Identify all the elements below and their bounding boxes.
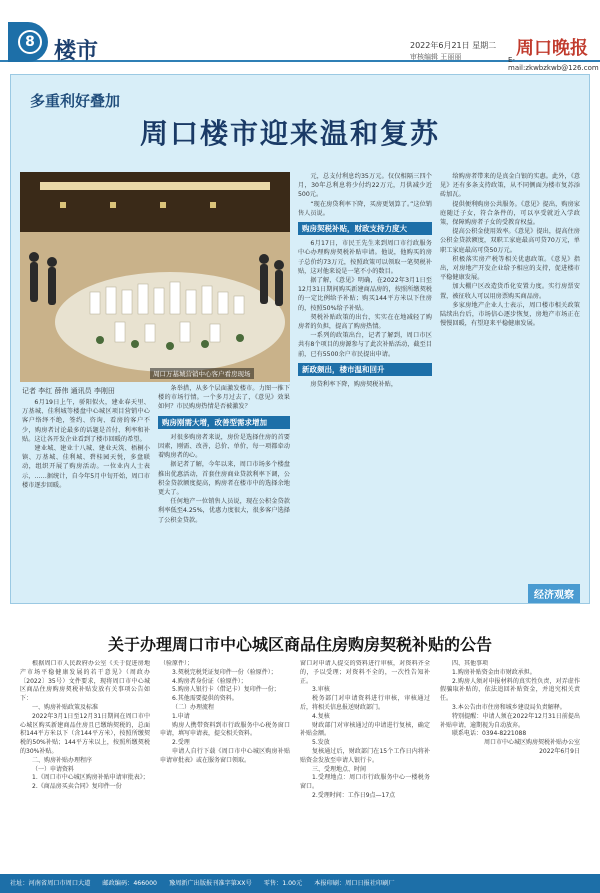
paragraph: 二、购房补贴办理程序 bbox=[32, 756, 93, 764]
article-column-1 bbox=[22, 398, 150, 598]
paragraph: 6.其他需要提供的资料。 bbox=[172, 695, 238, 703]
announcement-column-4 bbox=[440, 660, 580, 860]
section-subhead: 新政频出，楼市温和回升 bbox=[298, 363, 432, 376]
page-number: 8 bbox=[18, 30, 42, 54]
section-title: 楼市 bbox=[54, 38, 99, 64]
page-footer bbox=[0, 874, 600, 893]
paragraph: 2022年3月1日至12月31日期间在周口市中心城区购买新建商品住房且已缴纳契税的，总面积144平方米以下（含144平方米），按照所缴契税的50%补贴；144平方米以上，按照所缴契税的30%补贴。 bbox=[20, 712, 150, 755]
footer-license: 豫周新广出版报刊准字第XX号 bbox=[168, 880, 252, 887]
paragraph: 任何地产一位销售人员说，现在公积金贷款利率低至4.25%，优惠力度很大，很多客户选择了公积金贷款。 bbox=[158, 498, 290, 524]
paragraph: （验原件）； bbox=[160, 660, 194, 667]
paragraph: 契税补贴政策的出台，实实在在地减轻了购房者的负担，提高了购房热情。 bbox=[298, 313, 432, 331]
paragraph: “现在房贷利率下降，买房更划算了。”这位销售人员说。 bbox=[298, 200, 432, 217]
paragraph: 2.《商品房买卖合同》复印件一份 bbox=[32, 783, 122, 791]
paragraph: （一）申请资料 bbox=[32, 765, 75, 773]
paragraph: 据了解，《意见》明确，在2022年3月1日至12月31日期间购买新建商品房的，按照所缴契税的一定比例给予补贴；购买144平方米以下住房的，按照50%给予补贴。 bbox=[298, 277, 432, 312]
paragraph: 5.购房人银行卡（借记卡）复印件一份； bbox=[172, 686, 280, 694]
paragraph: 对很多购房者来说，房价是选择住房的首要因素，刚需、改善，总价、单价，每一项都牵动着购房者的心。 bbox=[158, 433, 290, 460]
article-headline: 周口楼市迎来温和复苏 bbox=[140, 117, 441, 150]
announcement-date: 2022年6月9日 bbox=[539, 747, 580, 755]
paragraph: 窗口对申请人提交的资料进行审核，对资料齐全的，予以受理；对资料不全的，一次性告知补正。 bbox=[300, 660, 430, 685]
paragraph: 2.受理时间：工作日9点—17点 bbox=[312, 791, 396, 799]
sales-center-photo-illustration bbox=[20, 172, 290, 382]
paragraph: 提供便利购房公共服务。《意见》提出，购房家庭随迁子女，符合条件的，可以享受就近入学政策，保障购房者子女的受教育权益。 bbox=[440, 200, 580, 227]
footer-postcode: 邮政编码：466000 bbox=[102, 880, 157, 887]
paragraph: 税务部门对申请资料进行审核，审核通过后，将相关信息报送财政部门。 bbox=[300, 695, 430, 711]
paragraph: 三、受理地点、时间 bbox=[312, 765, 367, 773]
paragraph: 房贷利率下降，购房契税补贴， bbox=[310, 381, 398, 389]
paragraph: 加大棚户区改造货币化安置力度。实行房票安置，被征收人可以用房票购买商品房。 bbox=[440, 283, 580, 300]
article-column-3 bbox=[298, 172, 432, 598]
announcement-column-1 bbox=[20, 660, 150, 860]
paragraph: 财政部门对审核通过的申请进行复核，确定补贴金额。 bbox=[300, 721, 430, 738]
column-tag: 经济观察 bbox=[528, 584, 580, 603]
announcement-column-2 bbox=[160, 660, 290, 860]
issue-date: 2022年6月21日 星期二 bbox=[410, 41, 497, 50]
section-subhead: 购房刚需大增，改善型需求增加 bbox=[158, 416, 290, 429]
footer-address: 社址：河南省周口市周口大道 bbox=[10, 880, 91, 887]
paragraph: 条举措，从多个层面激发楼市。力图一推下楼的市场行情。一个多月过去了，《意见》效果如何？市民购房热情是否被激发？ bbox=[158, 385, 290, 411]
paragraph: 特别提醒：申请人须在2022年12月31日前提出补贴申请，逾期视为自动放弃。 bbox=[440, 712, 580, 729]
article-byline: 记者 李红 薛伟 通讯员 李刚田 bbox=[22, 387, 115, 395]
paragraph: 6月17日，市民王先生来到周口市行政服务中心办理购房契税补贴申请。他说，他购买的房子总价约73万元，按照政策可以领取一笔契税补贴，这对他来说是一笔不小的数目。 bbox=[298, 240, 432, 275]
paragraph: 复核通过后，财政部门在15个工作日内将补贴资金发放至申请人银行卡。 bbox=[300, 747, 430, 764]
paragraph: 一、购房补贴政策及标准 bbox=[32, 703, 99, 711]
paragraph: 据记者了解，今年以来，周口市场多个楼盘推出优惠活动，首套住房商业贷款利率下调，公积金贷款额度提高，购房者在楼市中的选择余地更大了。 bbox=[158, 461, 290, 497]
paragraph: 3.本公告由市住房和城乡建设局负责解释。 bbox=[452, 703, 566, 711]
paragraph: 联系电话：0394-8221088 bbox=[452, 730, 527, 738]
email-address: E-mail:zkwbzkwb@126.com bbox=[508, 56, 599, 72]
editor-credit: 审核编辑 王丽丽 bbox=[410, 53, 462, 61]
paragraph: 积极落实房产税等相关优惠政策。《意见》指出，对房地产开发企业给予相应的支持，促进楼市平稳健康发展。 bbox=[440, 255, 580, 282]
paragraph: 提高公积金使用效率。《意见》提出，提高住房公积金贷款额度，双职工家庭最高可贷70万元，单职工家庭最高可贷50万元。 bbox=[440, 228, 580, 254]
announcement-column-3 bbox=[300, 660, 430, 860]
paragraph: 3.审核 bbox=[312, 686, 330, 694]
paragraph: 给购房者带来的是真金白银的实惠。此外，《意见》还有多条支持政策，从不同侧面为楼市复苏添砖加瓦。 bbox=[440, 173, 580, 199]
page-header bbox=[0, 0, 600, 72]
paragraph: 多家房地产企业人士表示，周口楼市相关政策陆续出台后，市场信心逐步恢复，房地产市场正在慢慢回暖，有望迎来平稳健康发展。 bbox=[440, 301, 580, 328]
article-column-4 bbox=[440, 172, 580, 580]
footer-printer: 本报印刷：周口日报社印刷厂 bbox=[314, 880, 395, 887]
section-subhead: 购房契税补贴，财政支持力度大 bbox=[298, 222, 432, 235]
paragraph: 6月19日上午，骄阳似火，建业春天里、万基城、佳利城等楼盘中心城区项目营销中心客户络绎不绝，签约、咨询、看房的客户不少，购房者讨论最多的话题是首付、利率和补贴。这让各开发企业看到了楼市回暖的希望。 bbox=[22, 399, 150, 443]
paragraph: 四、其他事项 bbox=[452, 660, 489, 667]
paragraph: 一系列的政策出台，记者了解到，周口市区共有8个项目的房源参与了此次补贴活动，截至目前，已有5500余户市民提出申请。 bbox=[298, 332, 432, 358]
paragraph: 4.复核 bbox=[312, 712, 330, 720]
paragraph: （二）办理流程 bbox=[172, 703, 215, 711]
announcement-signature: 周口市中心城区购房契税补贴办公室 bbox=[483, 739, 580, 747]
paragraph: 2.购房人须对申报材料的真实性负责，对弄虚作假骗取补贴的，依法追回补贴资金，并追究相关责任。 bbox=[440, 677, 580, 703]
paragraph: 2.受理 bbox=[172, 739, 190, 747]
paragraph: 1.购房补贴资金由市财政承担。 bbox=[452, 668, 536, 676]
paragraph: 购房人携带资料到市行政服务中心税务窗口申请，填写申请表，提交相关资料。 bbox=[160, 721, 290, 738]
paragraph: 1.受理地点：周口市行政服务中心一楼税务窗口。 bbox=[300, 774, 430, 791]
paragraph: 5.发放 bbox=[312, 739, 330, 747]
paragraph: 申请人自行下载《周口市中心城区购房补贴申请审批表》或在服务窗口领取。 bbox=[160, 747, 290, 764]
article-kicker: 多重利好叠加 bbox=[30, 92, 121, 110]
paragraph: 建业城、建业十八城、建业天筑、梧桐小镇、万基城、佳利城、碧桂园天悦，多盘联动，组织开展了购房活动。一位业内人士表示，……据统计，自今年5月中旬开始，周口市楼市逐步回暖。 bbox=[22, 445, 150, 489]
paragraph: 根据周口市人民政府办公室《关于促进房地产市场平稳健康发展的若干意见》（周政办〔2022〕35号）文件要求，现将周口市中心城区商品住房购房契税补贴发放有关事项公告如下： bbox=[20, 660, 150, 703]
paragraph: 1.申请 bbox=[172, 712, 190, 720]
paragraph: 元，总支付利息约35万元。仅仅相隔三四个月，30年总利息将少付约22万元，月供减少近500元。 bbox=[298, 173, 432, 199]
footer-price: 零售：1.00元 bbox=[263, 880, 303, 887]
paragraph: 1.《周口市中心城区购房补贴申请审批表》； bbox=[32, 774, 149, 782]
article-photo bbox=[20, 172, 290, 382]
newspaper-logo: 周口晚报 bbox=[516, 38, 588, 59]
announcement-title: 关于办理周口市中心城区商品住房购房契税补贴的公告 bbox=[107, 635, 492, 654]
paragraph: 3.契税完税凭证复印件一份（验原件）； bbox=[172, 668, 277, 676]
article-column-2 bbox=[158, 384, 290, 598]
paragraph: 4.购房者身份证（验原件）； bbox=[172, 677, 247, 685]
photo-caption: 周口万基城营销中心客户看房现场 bbox=[150, 368, 254, 379]
